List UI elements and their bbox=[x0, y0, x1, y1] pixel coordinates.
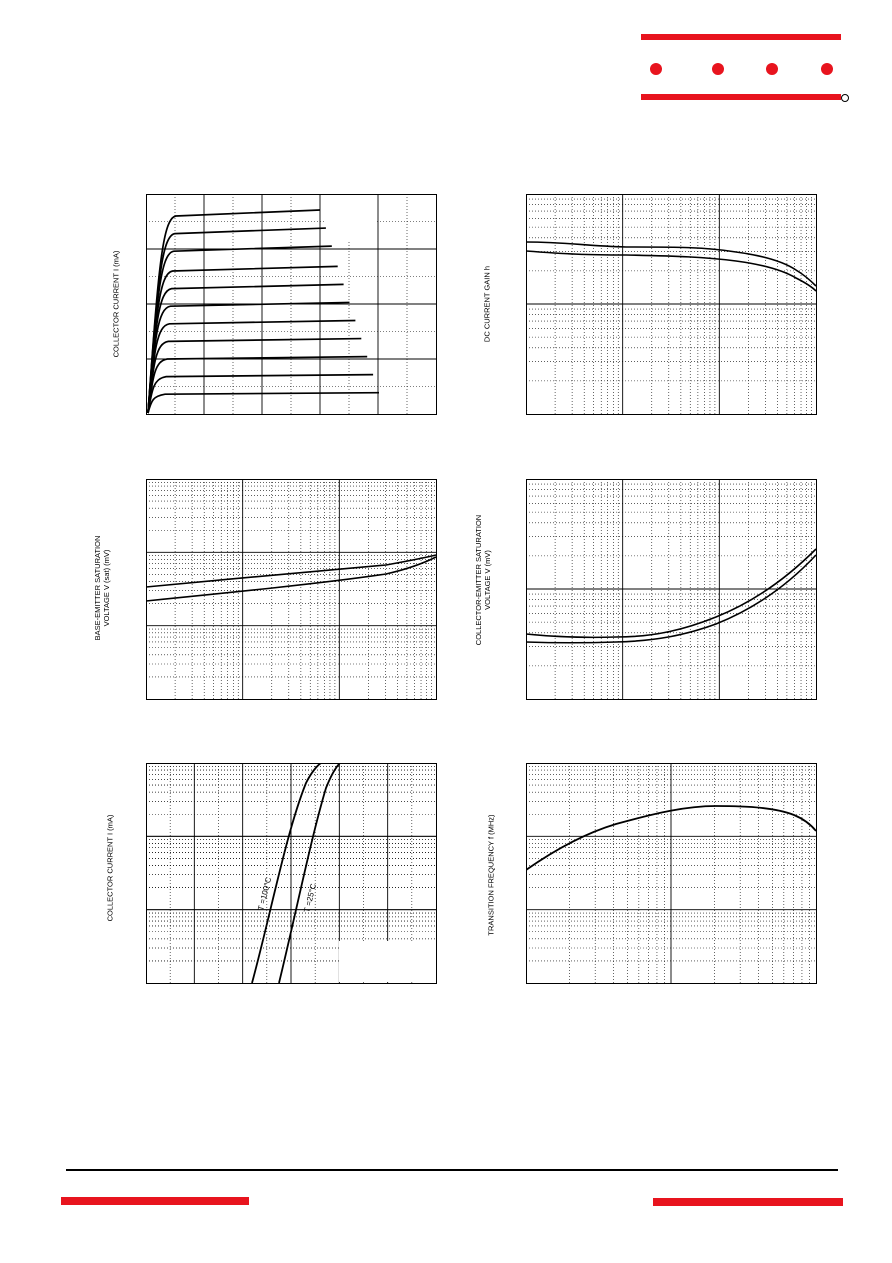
ylabel-ic-vce: COLLECTOR CURRENT I (mA) bbox=[111, 250, 121, 358]
ylabel-ic-vbe: COLLECTOR CURRENT I (mA) bbox=[105, 814, 115, 922]
chart-ft-ic bbox=[526, 763, 817, 984]
ylabel-vcesat-line2: VOLTAGE V (mV) bbox=[483, 550, 492, 610]
blank-area bbox=[339, 941, 435, 982]
ylabel-vcesat-line1: COLLECTOR-EMITTER SATURATION bbox=[474, 514, 483, 646]
annot-ta-25: T =25°C bbox=[302, 882, 319, 914]
header-top-bar bbox=[641, 34, 841, 40]
footer-rule bbox=[66, 1169, 838, 1171]
chart-vcesat-ic bbox=[526, 479, 817, 700]
footer-right-bar bbox=[653, 1198, 843, 1206]
registered-mark-icon bbox=[841, 94, 849, 102]
logo-dot-1 bbox=[650, 63, 662, 75]
header-bottom-bar bbox=[641, 94, 841, 100]
ylabel-vbesat-line1: BASE-EMITTER SATURATION bbox=[93, 535, 102, 641]
chart-ic-vbe bbox=[146, 763, 437, 984]
logo-dot-3 bbox=[766, 63, 778, 75]
chart-hfe-ic bbox=[526, 194, 817, 415]
ylabel-vbesat-line2: VOLTAGE V (sat) (mV) bbox=[102, 549, 111, 627]
logo-dot-4 bbox=[821, 63, 833, 75]
blank-area bbox=[326, 195, 376, 240]
ylabel-hfe: DC CURRENT GAIN h bbox=[482, 265, 492, 343]
annot-ta-100: T =100°C bbox=[256, 876, 274, 912]
footer-left-bar bbox=[61, 1197, 249, 1205]
chart-vbesat-ic bbox=[146, 479, 437, 700]
chart-ic-vce bbox=[146, 194, 437, 415]
logo-dot-2 bbox=[712, 63, 724, 75]
ylabel-ft: TRANSITION FREQUENCY f (MHz) bbox=[486, 814, 496, 936]
